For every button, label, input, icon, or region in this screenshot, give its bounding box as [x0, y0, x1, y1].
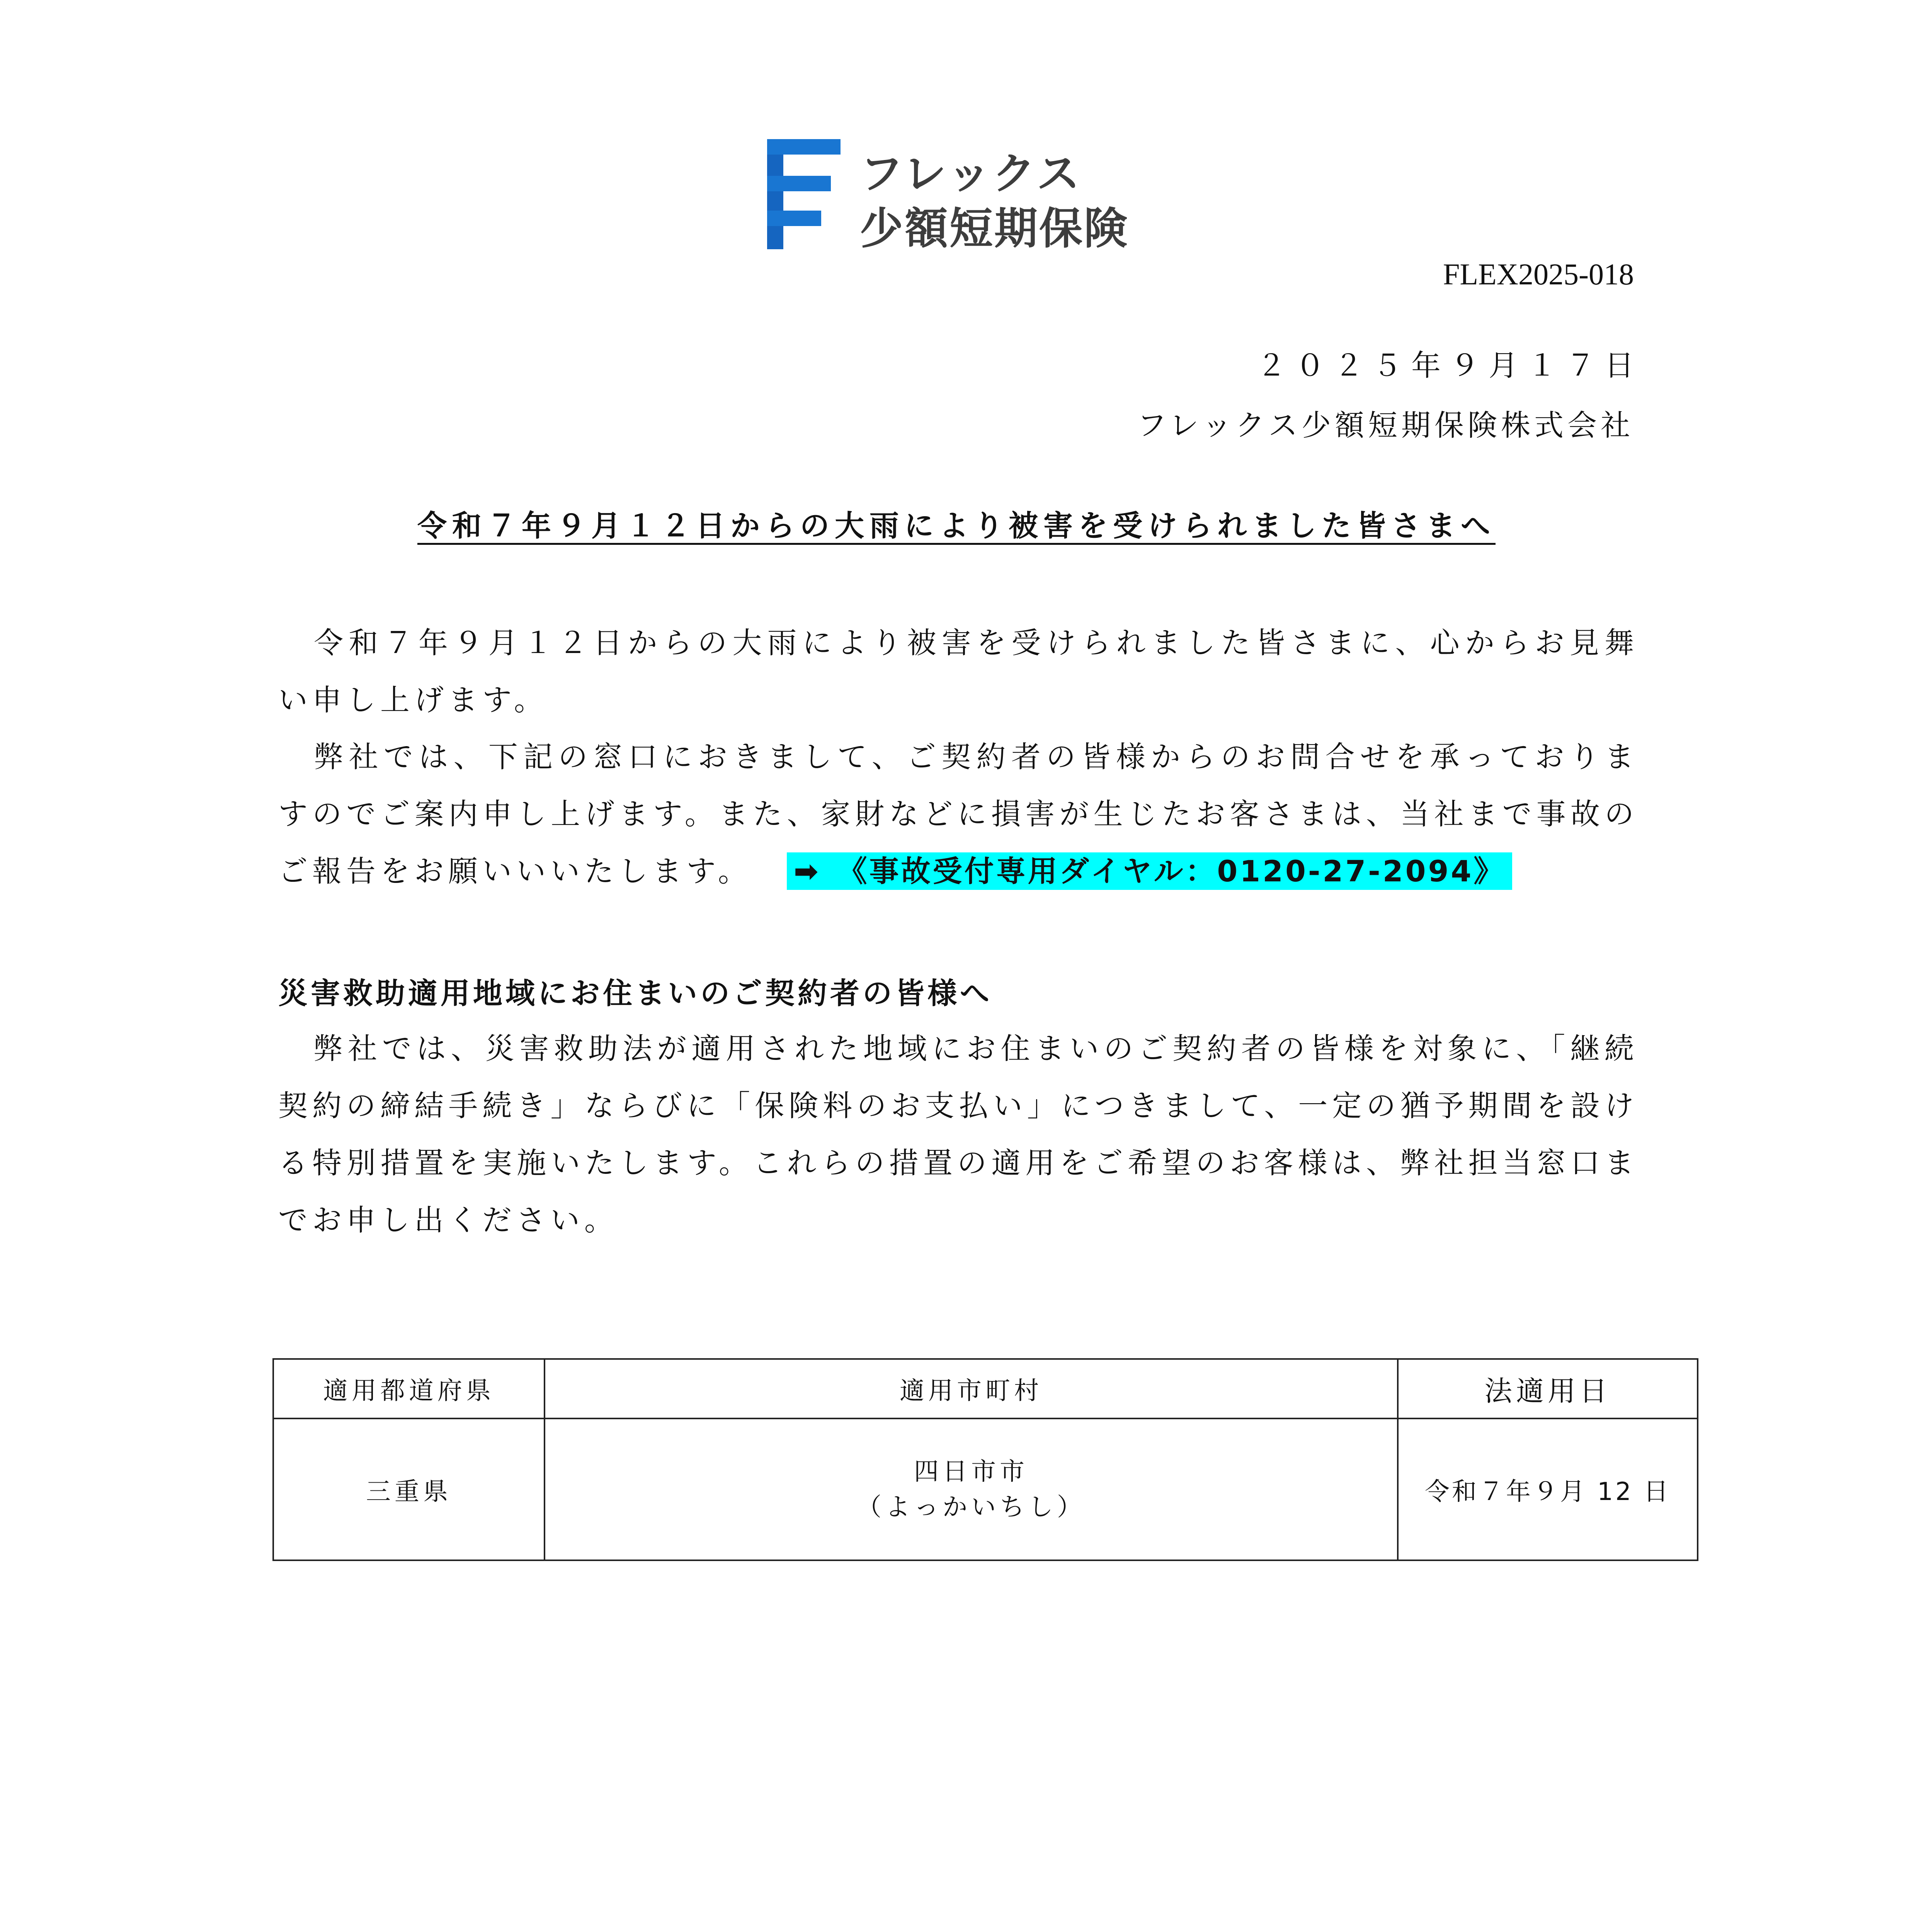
contact-guidance-paragraph: 弊社では、下記の窓口におきまして、ご契約者の皆様からのお問合せを承っておりますのでご案内申し上げます。また、家財などに損害が生じたお客さまは、当社まで事故のご報告をお願いいいたします。 ➡ 《事故受付専用ダイヤル：0120-27-2094》 — [278, 728, 1639, 900]
logo-text-line1: フレックス — [860, 149, 1082, 199]
notice-title: 令和７年９月１２日からの大雨により被害を受けられました皆さまへ — [417, 509, 1496, 543]
city-name: 四日市市 — [914, 1457, 1028, 1486]
company-logo — [767, 139, 1154, 255]
city-reading: （よっかいちし） — [857, 1493, 1086, 1522]
issue-date: ２０２５年９月１７日 — [1257, 348, 1643, 383]
table-cell-prefecture: 三重県 — [366, 1477, 452, 1506]
special-measures-paragraph: 弊社では、災害救助法が適用された地域にお住まいのご契約者の皆様を対象に、「継続契約の締結手続き」ならびに「保険料のお支払い」につきまして、一定の猶予期間を設ける特別措置を実施いたします。これらの措置の適用をご希望のお客様は、弊社担当窓口までお申し出ください。 — [278, 1031, 1639, 1237]
table-header-prefecture: 適用都道府県 — [323, 1377, 495, 1405]
issuer-company: フレックス少額短期保険株式会社 — [1137, 408, 1634, 442]
applicable-area-table — [272, 1358, 1698, 1561]
table-cell-date: 令和７年９月 12 日 — [1424, 1477, 1671, 1506]
sympathy-paragraph: 令和７年９月１２日からの大雨により被害を受けられました皆さまに、心からお見舞い申し上げます。 — [278, 626, 1639, 717]
accident-dial-highlight: ➡ 《事故受付専用ダイヤル：0120-27-2094》 — [787, 852, 1512, 890]
logo-text-line2: 少額短期保険 — [860, 204, 1129, 254]
logo-mark-icon — [767, 139, 841, 249]
section-heading: 災害救助適用地域にお住まいのご契約者の皆様へ — [278, 976, 992, 1010]
table-header-date: 法適用日 — [1484, 1375, 1611, 1407]
table-cell-city — [545, 1419, 1397, 1560]
document-number: FLEX2025-018 — [1443, 257, 1634, 291]
table-header-city: 適用市町村 — [900, 1377, 1043, 1405]
